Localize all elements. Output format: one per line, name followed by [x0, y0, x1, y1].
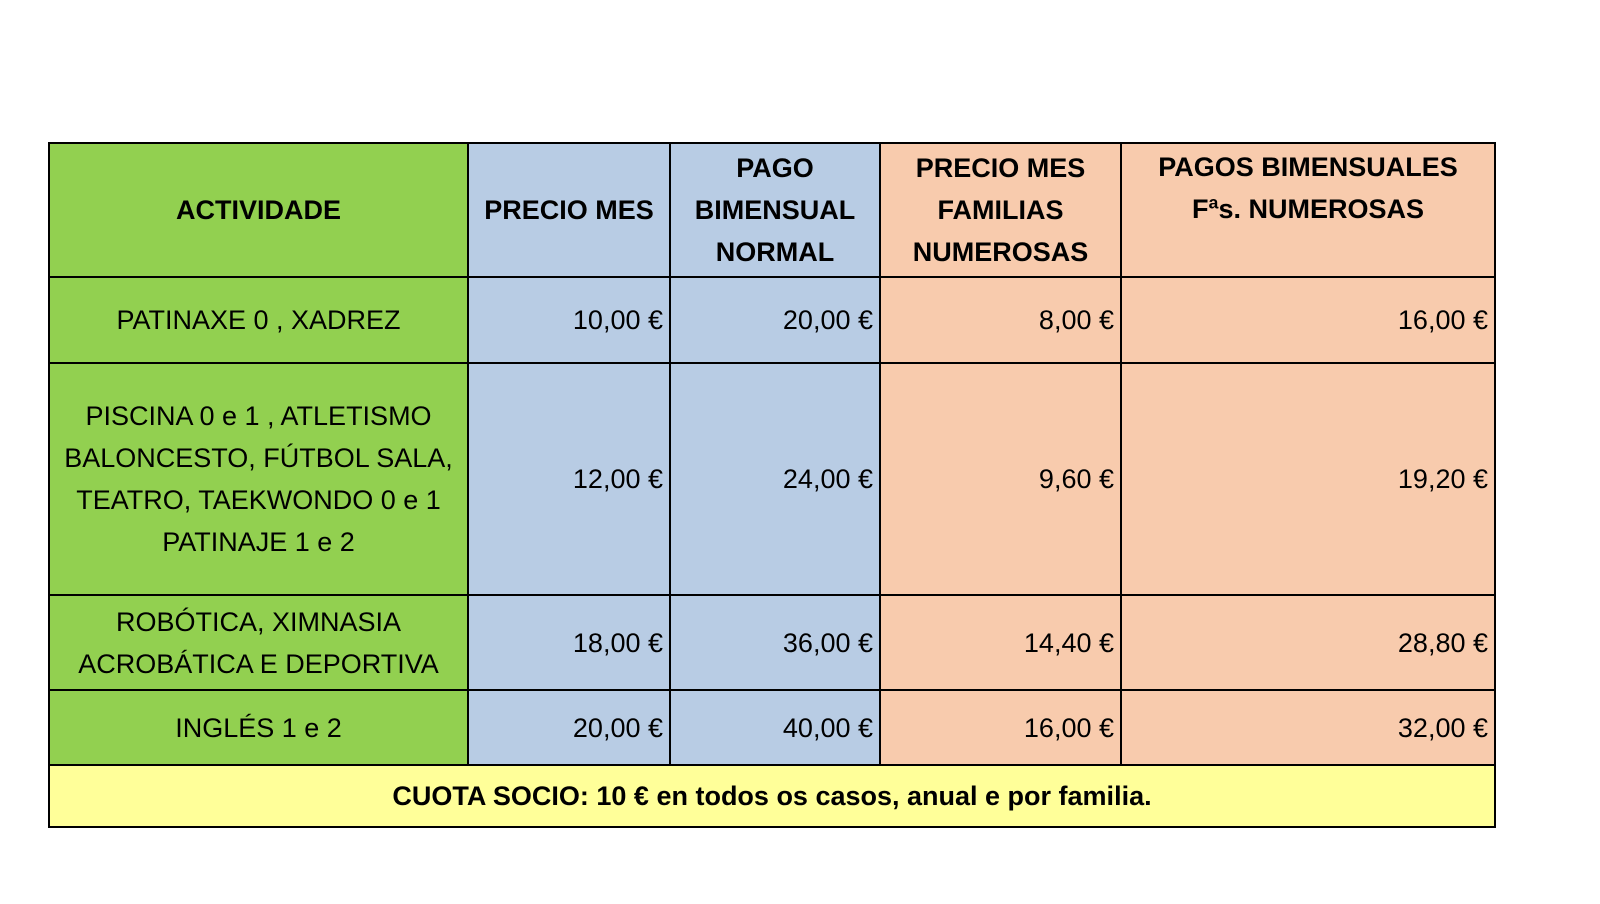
monthly-large-family-cell: 16,00 € [880, 690, 1121, 765]
monthly-large-family-cell: 8,00 € [880, 277, 1121, 363]
activity-cell: PISCINA 0 e 1 , ATLETISMO BALONCESTO, FÚTBOL SALA, TEATRO, TAEKWONDO 0 e 1 PATINAJE 1 e 2 [49, 363, 468, 595]
bimonthly-large-family-cell: 28,80 € [1121, 595, 1495, 690]
table-row [49, 363, 1495, 595]
bimonthly-normal-cell: 24,00 € [670, 363, 880, 595]
header-monthly-price: PRECIO MES [468, 143, 670, 277]
activity-cell: PATINAXE 0 , XADREZ [49, 277, 468, 363]
footer-row [49, 765, 1495, 827]
header-row [49, 143, 1495, 277]
header-bimonthly-large-family: PAGOS BIMENSUALES Fªs. NUMEROSAS [1121, 143, 1495, 277]
header-activity: ACTIVIDADE [49, 143, 468, 277]
monthly-price-cell: 12,00 € [468, 363, 670, 595]
monthly-large-family-cell: 14,40 € [880, 595, 1121, 690]
bimonthly-normal-cell: 36,00 € [670, 595, 880, 690]
monthly-price-cell: 20,00 € [468, 690, 670, 765]
header-bimonthly-normal: PAGO BIMENSUAL NORMAL [670, 143, 880, 277]
bimonthly-large-family-cell: 19,20 € [1121, 363, 1495, 595]
bimonthly-large-family-cell: 32,00 € [1121, 690, 1495, 765]
table-row [49, 595, 1495, 690]
membership-fee-note: CUOTA SOCIO: 10 € en todos os casos, anual e por familia. [49, 765, 1495, 827]
bimonthly-normal-cell: 40,00 € [670, 690, 880, 765]
bimonthly-large-family-cell: 16,00 € [1121, 277, 1495, 363]
table-row [49, 690, 1495, 765]
table-row [49, 277, 1495, 363]
header-monthly-large-family: PRECIO MES FAMILIAS NUMEROSAS [880, 143, 1121, 277]
activity-cell: INGLÉS 1 e 2 [49, 690, 468, 765]
activity-cell: ROBÓTICA, XIMNASIA ACROBÁTICA E DEPORTIVA [49, 595, 468, 690]
price-table-container [48, 142, 1494, 828]
price-table [48, 142, 1496, 828]
monthly-large-family-cell: 9,60 € [880, 363, 1121, 595]
monthly-price-cell: 18,00 € [468, 595, 670, 690]
bimonthly-normal-cell: 20,00 € [670, 277, 880, 363]
monthly-price-cell: 10,00 € [468, 277, 670, 363]
